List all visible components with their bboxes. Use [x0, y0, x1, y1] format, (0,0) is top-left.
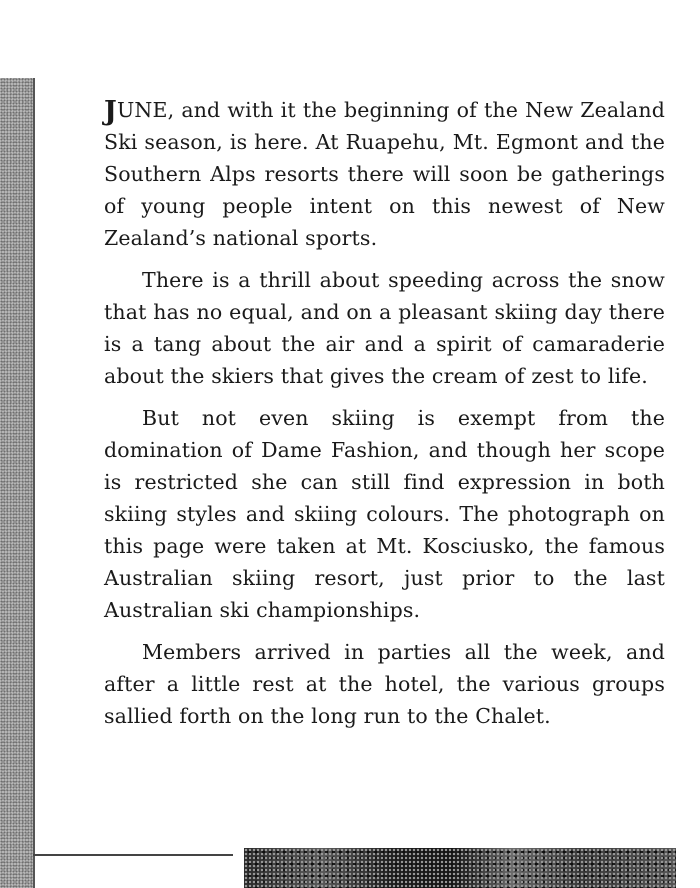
- paragraph-1: [104, 94, 665, 254]
- photograph-top-edge: [244, 848, 676, 888]
- paragraph-1-text: and with it the beginning of the New Zealand Ski season, is here. At Ruapehu, Mt. Egmont and the Southern Alps resorts there will soon be gatherings of young people intent on this newest of New Zealand’s national sports.: [104, 98, 665, 250]
- divider-rule: [33, 854, 233, 856]
- paragraph-2: There is a thrill about speeding across the snow that has no equal, and on a pleasant skiing day there is a tang about the air and a spirit of camaraderie about the skiers that gives the cream of zest to life.: [104, 268, 665, 388]
- paragraph-3: But not even skiing is exempt from the domination of Dame Fashion, and though her scope is restricted she can still find expression in both skiing styles and skiing colours. The photograph on this page were taken at Mt. Kosciusko, the famous Australian skiing resort, just prior to the last Australian ski championships.: [104, 406, 665, 622]
- lead-word: [104, 96, 175, 127]
- initial-letter: J: [104, 96, 117, 127]
- paragraph-4: Members arrived in parties all the week, and after a little rest at the hotel, the various groups sallied forth on the long run to the Chalet.: [104, 640, 665, 728]
- adjacent-photo-edge: [0, 78, 33, 888]
- article-body: [104, 94, 665, 742]
- lead-word-rest: UNE,: [116, 98, 175, 122]
